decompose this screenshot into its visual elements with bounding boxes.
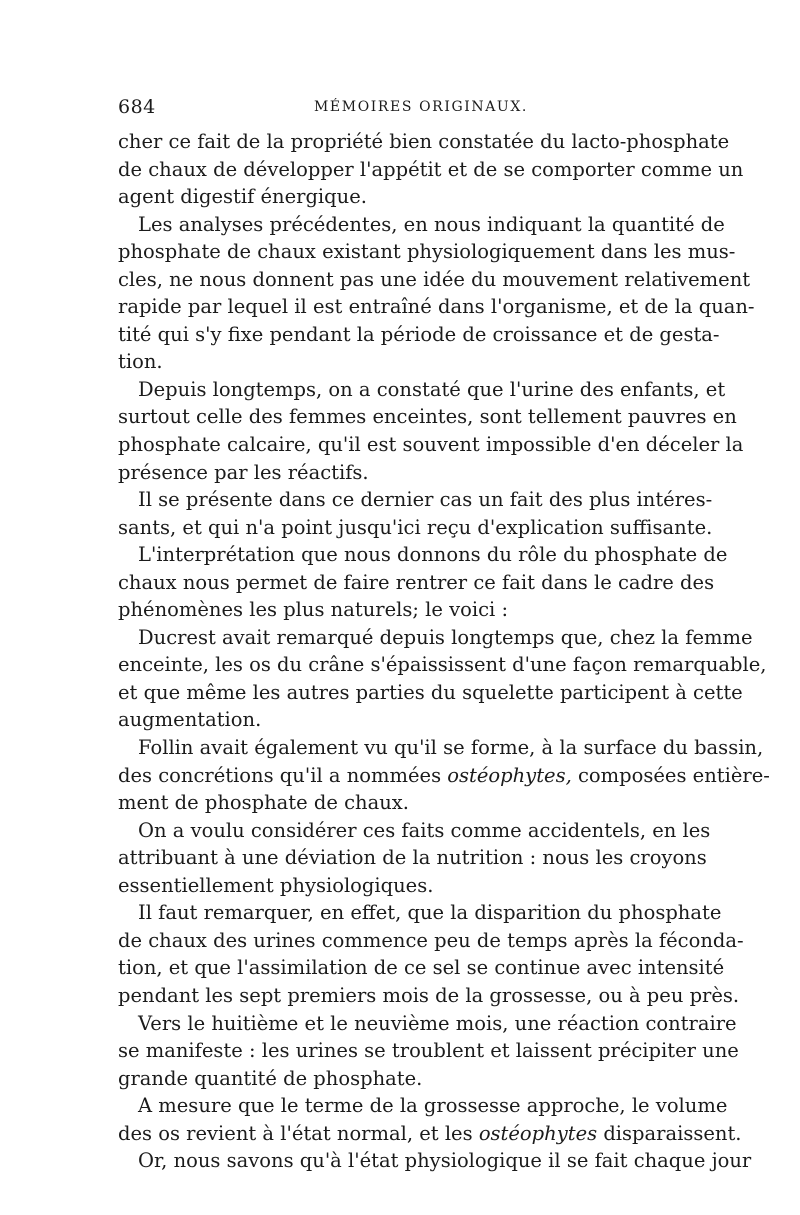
text-line bbox=[118, 624, 753, 652]
text-segment: Les analyses précédentes, en nous indiquant la quantité de bbox=[138, 212, 725, 236]
text-segment: essentiellement physiologiques. bbox=[118, 873, 434, 897]
text-segment: On a voulu considérer ces faits comme accidentels, en les bbox=[138, 818, 711, 842]
running-title: MÉMOIRES ORIGINAUX. bbox=[314, 99, 528, 115]
text-line bbox=[118, 1147, 752, 1175]
text-segment: augmentation. bbox=[118, 708, 262, 732]
text-line bbox=[118, 376, 726, 404]
text-segment: rapide par lequel il est entraîné dans l'organisme, et de la quan- bbox=[118, 295, 755, 319]
text-segment: de chaux des urines commence peu de temps après la féconda- bbox=[118, 928, 744, 952]
text-segment: cher ce fait de la propriété bien constatée du lacto-phosphate bbox=[118, 130, 730, 153]
text-line bbox=[118, 211, 725, 239]
body-text bbox=[118, 128, 770, 1175]
text-segment: ment de phosphate de chaux. bbox=[118, 791, 409, 815]
text-segment: phosphate calcaire, qu'il est souvent impossible d'en déceler la bbox=[118, 433, 744, 457]
text-segment: et que même les autres parties du squelette participent à cette bbox=[118, 680, 743, 704]
running-head bbox=[118, 96, 684, 120]
text-segment: Depuis longtemps, on a constaté que l'urine des enfants, et bbox=[138, 377, 726, 401]
text-segment: A mesure que le terme de la grossesse approche, le volume bbox=[138, 1094, 728, 1118]
text-segment: sants, et qui n'a point jusqu'ici reçu d'explication suffisante. bbox=[118, 515, 713, 539]
text-segment: Or, nous savons qu'à l'état physiologique il se fait chaque jour bbox=[138, 1149, 752, 1173]
text-segment: agent digestif énergique. bbox=[118, 185, 367, 209]
text-line bbox=[118, 762, 770, 790]
text-segment: présence par les réactifs. bbox=[118, 460, 369, 484]
text-line bbox=[118, 156, 744, 184]
page-number: 684 bbox=[118, 96, 156, 118]
text-segment: Il faut remarquer, en effet, que la disparition du phosphate bbox=[138, 901, 722, 925]
text-segment: chaux nous permet de faire rentrer ce fait dans le cadre des bbox=[118, 570, 715, 594]
text-line bbox=[118, 238, 736, 266]
text-segment: cles, ne nous donnent pas une idée du mouvement relativement bbox=[118, 267, 751, 291]
text-line bbox=[118, 266, 751, 294]
text-segment: disparaissent. bbox=[597, 1121, 742, 1145]
text-line bbox=[118, 1065, 682, 1093]
text-line bbox=[118, 183, 682, 211]
text-line bbox=[118, 569, 715, 597]
text-line bbox=[118, 817, 711, 845]
text-line bbox=[118, 1120, 742, 1148]
text-line bbox=[118, 872, 682, 900]
italic-term: ostéophytes bbox=[478, 1121, 598, 1145]
text-line bbox=[118, 679, 743, 707]
text-segment: des concrétions qu'il a nommées bbox=[118, 763, 448, 787]
text-line bbox=[118, 541, 728, 569]
text-line bbox=[118, 596, 682, 624]
text-line bbox=[118, 459, 682, 487]
text-line bbox=[118, 128, 730, 156]
text-line bbox=[118, 1010, 737, 1038]
text-segment: se manifeste : les urines se troublent et laissent précipiter une bbox=[118, 1039, 739, 1063]
text-line bbox=[118, 734, 764, 762]
text-segment: pendant les sept premiers mois de la grossesse, ou à peu près. bbox=[118, 983, 740, 1007]
text-line bbox=[118, 789, 682, 817]
text-line bbox=[118, 293, 755, 321]
text-line bbox=[118, 403, 737, 431]
text-line bbox=[118, 514, 713, 542]
text-segment: grande quantité de phosphate. bbox=[118, 1066, 423, 1090]
text-line bbox=[118, 321, 720, 349]
text-line bbox=[118, 1092, 728, 1120]
text-line bbox=[118, 431, 744, 459]
text-segment: attribuant à une déviation de la nutrition : nous les croyons bbox=[118, 846, 707, 870]
text-line bbox=[118, 899, 722, 927]
text-line bbox=[118, 706, 682, 734]
text-segment: Il se présente dans ce dernier cas un fait des plus intéres- bbox=[138, 488, 713, 512]
text-segment: des os revient à l'état normal, et les bbox=[118, 1121, 479, 1145]
text-segment: phénomènes les plus naturels; le voici : bbox=[118, 598, 509, 622]
text-segment: L'interprétation que nous donnons du rôle du phosphate de bbox=[138, 543, 728, 567]
text-segment: tité qui s'y fixe pendant la période de croissance et de gesta- bbox=[118, 322, 720, 346]
text-segment: tion. bbox=[118, 350, 163, 374]
text-segment: tion, et que l'assimilation de ce sel se continue avec intensité bbox=[118, 956, 725, 980]
text-segment: phosphate de chaux existant physiologiquement dans les mus- bbox=[118, 240, 736, 264]
text-line bbox=[118, 348, 682, 376]
text-line bbox=[118, 927, 744, 955]
text-line bbox=[118, 486, 713, 514]
text-segment: Vers le huitième et le neuvième mois, une réaction contraire bbox=[138, 1011, 737, 1035]
text-line bbox=[118, 954, 725, 982]
text-line bbox=[118, 1037, 739, 1065]
text-segment: enceinte, les os du crâne s'épaississent d'une façon remarquable, bbox=[118, 653, 767, 677]
text-segment: de chaux de développer l'appétit et de se comporter comme un bbox=[118, 157, 744, 181]
text-line bbox=[118, 844, 707, 872]
text-line bbox=[118, 982, 740, 1010]
italic-term: ostéophytes, bbox=[447, 763, 572, 787]
text-segment: surtout celle des femmes enceintes, sont tellement pauvres en bbox=[118, 405, 737, 429]
text-line bbox=[118, 651, 767, 679]
text-segment: Ducrest avait remarqué depuis longtemps que, chez la femme bbox=[138, 625, 753, 649]
text-segment: Follin avait également vu qu'il se forme, à la surface du bassin, bbox=[138, 736, 764, 760]
text-segment: composées entière- bbox=[571, 763, 770, 787]
